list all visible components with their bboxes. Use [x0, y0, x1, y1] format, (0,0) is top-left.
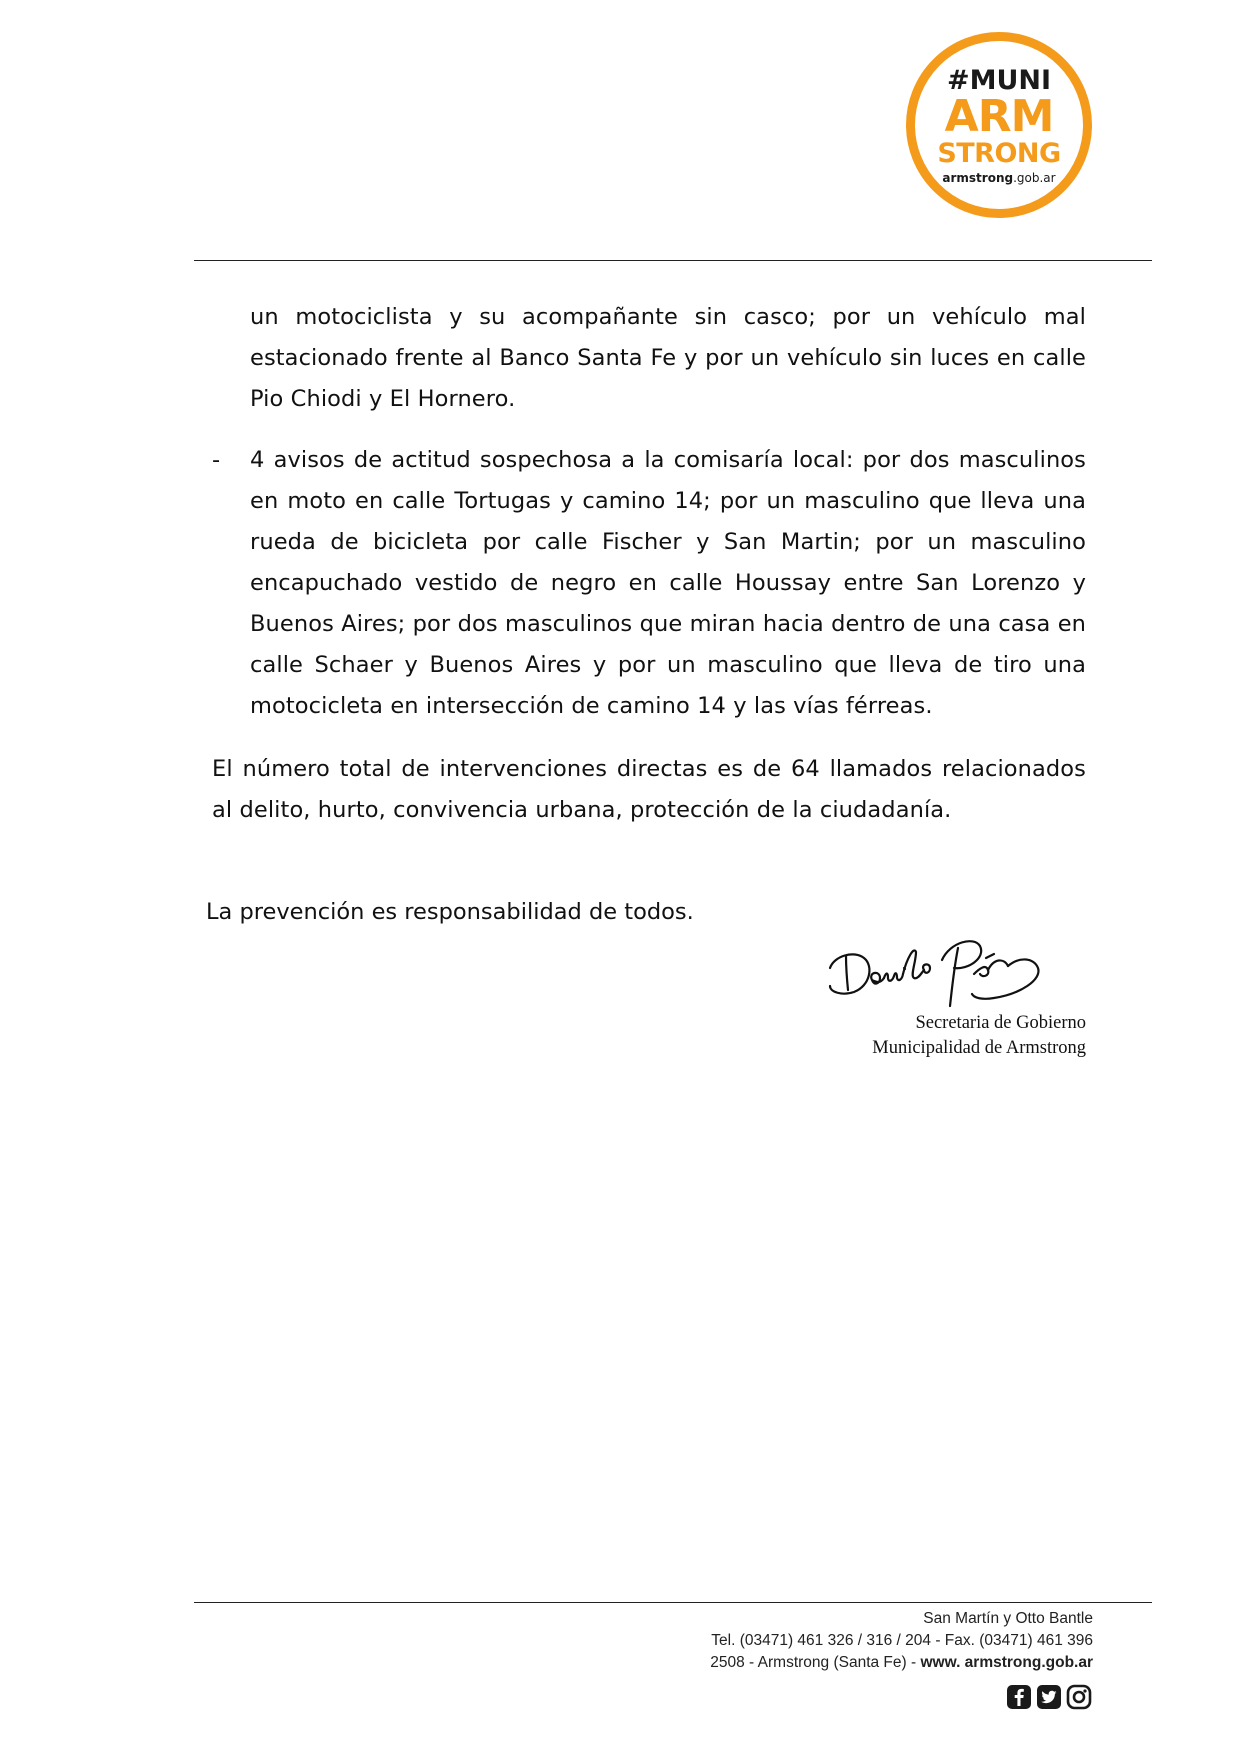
footer-divider	[194, 1602, 1152, 1603]
logo-arm: ARM	[944, 90, 1054, 142]
list-marker: -	[212, 447, 221, 473]
summary-text: El número total de intervenciones directas es de 64 llamados relacionados al delito, hurto, convivencia urbana, protección de la ciudadanía.	[212, 756, 1086, 823]
signatory-organization: Municipalidad de Armstrong	[872, 1038, 1086, 1058]
footer-contact	[710, 1608, 1093, 1674]
twitter-icon[interactable]	[1036, 1684, 1062, 1710]
logo-domain: armstrong.gob.ar	[942, 170, 1056, 185]
summary-paragraph	[212, 749, 1086, 831]
footer-phones: Tel. (03471) 461 326 / 316 / 204 - Fax. (03471) 461 396	[711, 1632, 1093, 1649]
header-divider	[194, 260, 1152, 261]
continuation-text: un motociclista y su acompañante sin casco; por un vehículo mal estacionado frente al Banco Santa Fe y por un vehículo sin luces en calle Pio Chiodi y El Hornero.	[250, 304, 1086, 412]
list-item	[250, 440, 1086, 727]
footer-website: www. armstrong.gob.ar	[920, 1654, 1093, 1671]
continuation-paragraph	[250, 297, 1086, 420]
footer-address: San Martín y Otto Bantle	[923, 1610, 1093, 1627]
municipality-logo	[906, 32, 1092, 218]
social-icons	[1006, 1684, 1092, 1710]
logo-hashtag: #MUNI	[946, 64, 1052, 96]
list-item-text: 4 avisos de actitud sospechosa a la comisaría local: por dos masculinos en moto en calle Tortugas y camino 14; por un masculino que lleva una rueda de bicicleta por calle Fischer y San Martin; por un masculino encapuchado vestido de negro en calle Houssay entre San Lorenzo y Buenos Aires; por dos masculinos que miran hacia dentro de una casa en calle Schaer y Buenos Aires y por un masculino que lleva de tiro una motocicleta en intersección de camino 14 y las vías férreas.	[250, 447, 1086, 719]
facebook-icon[interactable]	[1006, 1684, 1032, 1710]
logo-strong: STRONG	[937, 137, 1061, 169]
signatory-title	[872, 1011, 1086, 1061]
closing-sentence: La prevención es responsabilidad de todos.	[206, 899, 694, 925]
footer-city-line	[710, 1652, 1093, 1674]
signatory-position: Secretaria de Gobierno	[915, 1013, 1086, 1033]
instagram-icon[interactable]	[1066, 1684, 1092, 1710]
footer-city: 2508 - Armstrong (Santa Fe) -	[710, 1654, 921, 1671]
handwritten-signature	[824, 928, 1080, 1010]
